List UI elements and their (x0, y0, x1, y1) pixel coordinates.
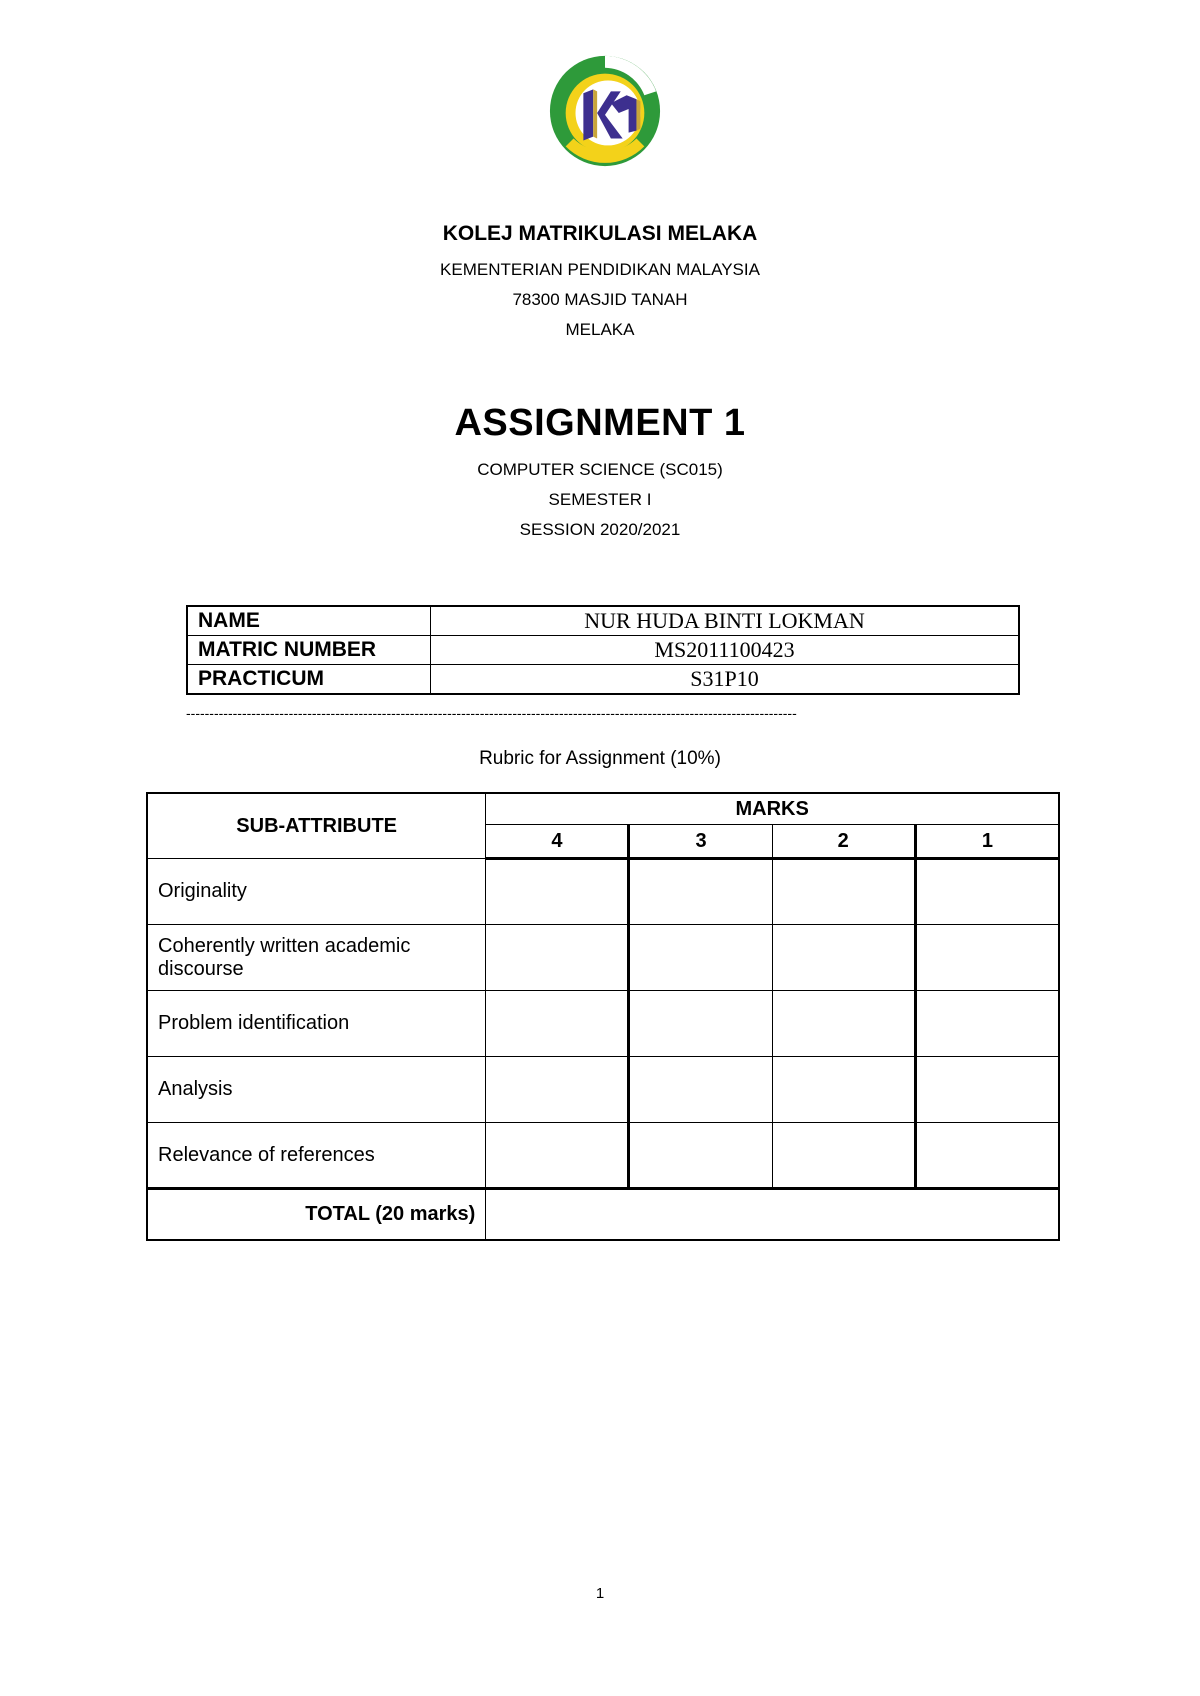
mark-cell[interactable] (486, 859, 629, 925)
matric-number-row (187, 636, 1019, 665)
mark-cell[interactable] (915, 1123, 1059, 1189)
mark-cell[interactable] (772, 1123, 915, 1189)
college-logo (546, 52, 664, 170)
mark-cell[interactable] (915, 991, 1059, 1057)
name-value: NUR HUDA BINTI LOKMAN (431, 606, 1020, 636)
practicum-label: PRACTICUM (187, 665, 431, 695)
sub-attribute-header: SUB-ATTRIBUTE (147, 793, 486, 859)
total-marks-cell[interactable] (486, 1189, 1059, 1241)
mark-cell[interactable] (486, 991, 629, 1057)
total-row (147, 1189, 1059, 1241)
mark-level-1: 1 (915, 825, 1059, 859)
rubric-row (147, 925, 1059, 991)
practicum-row (187, 665, 1019, 695)
rubric-attribute: Relevance of references (147, 1123, 486, 1189)
assignment-title: ASSIGNMENT 1 (454, 402, 746, 444)
total-label: TOTAL (20 marks) (147, 1189, 486, 1241)
mark-cell[interactable] (486, 1123, 629, 1189)
ministry-name: KEMENTERIAN PENDIDIKAN MALAYSIA (440, 260, 760, 279)
mark-cell[interactable] (772, 859, 915, 925)
mark-cell[interactable] (629, 991, 772, 1057)
rubric-attribute: Coherently written academic discourse (147, 925, 486, 991)
mark-cell[interactable] (629, 925, 772, 991)
rubric-table (146, 792, 1060, 1241)
mark-cell[interactable] (629, 1057, 772, 1123)
dashed-separator: ----------------------------------------------------------------------------------------------------------------------------------- (186, 706, 797, 720)
mark-cell[interactable] (915, 1057, 1059, 1123)
mark-cell[interactable] (629, 1123, 772, 1189)
name-label: NAME (187, 606, 431, 636)
address-postcode-town: 78300 MASJID TANAH (512, 290, 688, 309)
student-info-table (186, 605, 1020, 695)
matric-number-value: MS2011100423 (431, 636, 1020, 665)
page-number: 1 (595, 1585, 605, 1602)
semester: SEMESTER I (548, 490, 652, 509)
rubric-row (147, 859, 1059, 925)
rubric-attribute: Problem identification (147, 991, 486, 1057)
rubric-attribute: Analysis (147, 1057, 486, 1123)
mark-cell[interactable] (915, 925, 1059, 991)
marks-header: MARKS (486, 793, 1059, 825)
mark-cell[interactable] (486, 1057, 629, 1123)
rubric-row (147, 991, 1059, 1057)
mark-cell[interactable] (772, 1057, 915, 1123)
rubric-caption: Rubric for Assignment (10%) (479, 748, 721, 769)
mark-cell[interactable] (772, 925, 915, 991)
course-name: COMPUTER SCIENCE (SC015) (477, 460, 723, 479)
mark-cell[interactable] (772, 991, 915, 1057)
mark-cell[interactable] (915, 859, 1059, 925)
mark-level-3: 3 (629, 825, 772, 859)
mark-cell[interactable] (486, 925, 629, 991)
rubric-header-row (147, 793, 1059, 825)
rubric-row (147, 1123, 1059, 1189)
matric-number-label: MATRIC NUMBER (187, 636, 431, 665)
rubric-attribute: Originality (147, 859, 486, 925)
mark-cell[interactable] (629, 859, 772, 925)
practicum-value: S31P10 (431, 665, 1020, 695)
address-state: MELAKA (565, 320, 635, 339)
mark-level-4: 4 (486, 825, 629, 859)
rubric-row (147, 1057, 1059, 1123)
session: SESSION 2020/2021 (519, 520, 681, 539)
mark-level-2: 2 (772, 825, 915, 859)
college-name: KOLEJ MATRIKULASI MELAKA (442, 222, 758, 245)
student-name-row (187, 606, 1019, 636)
